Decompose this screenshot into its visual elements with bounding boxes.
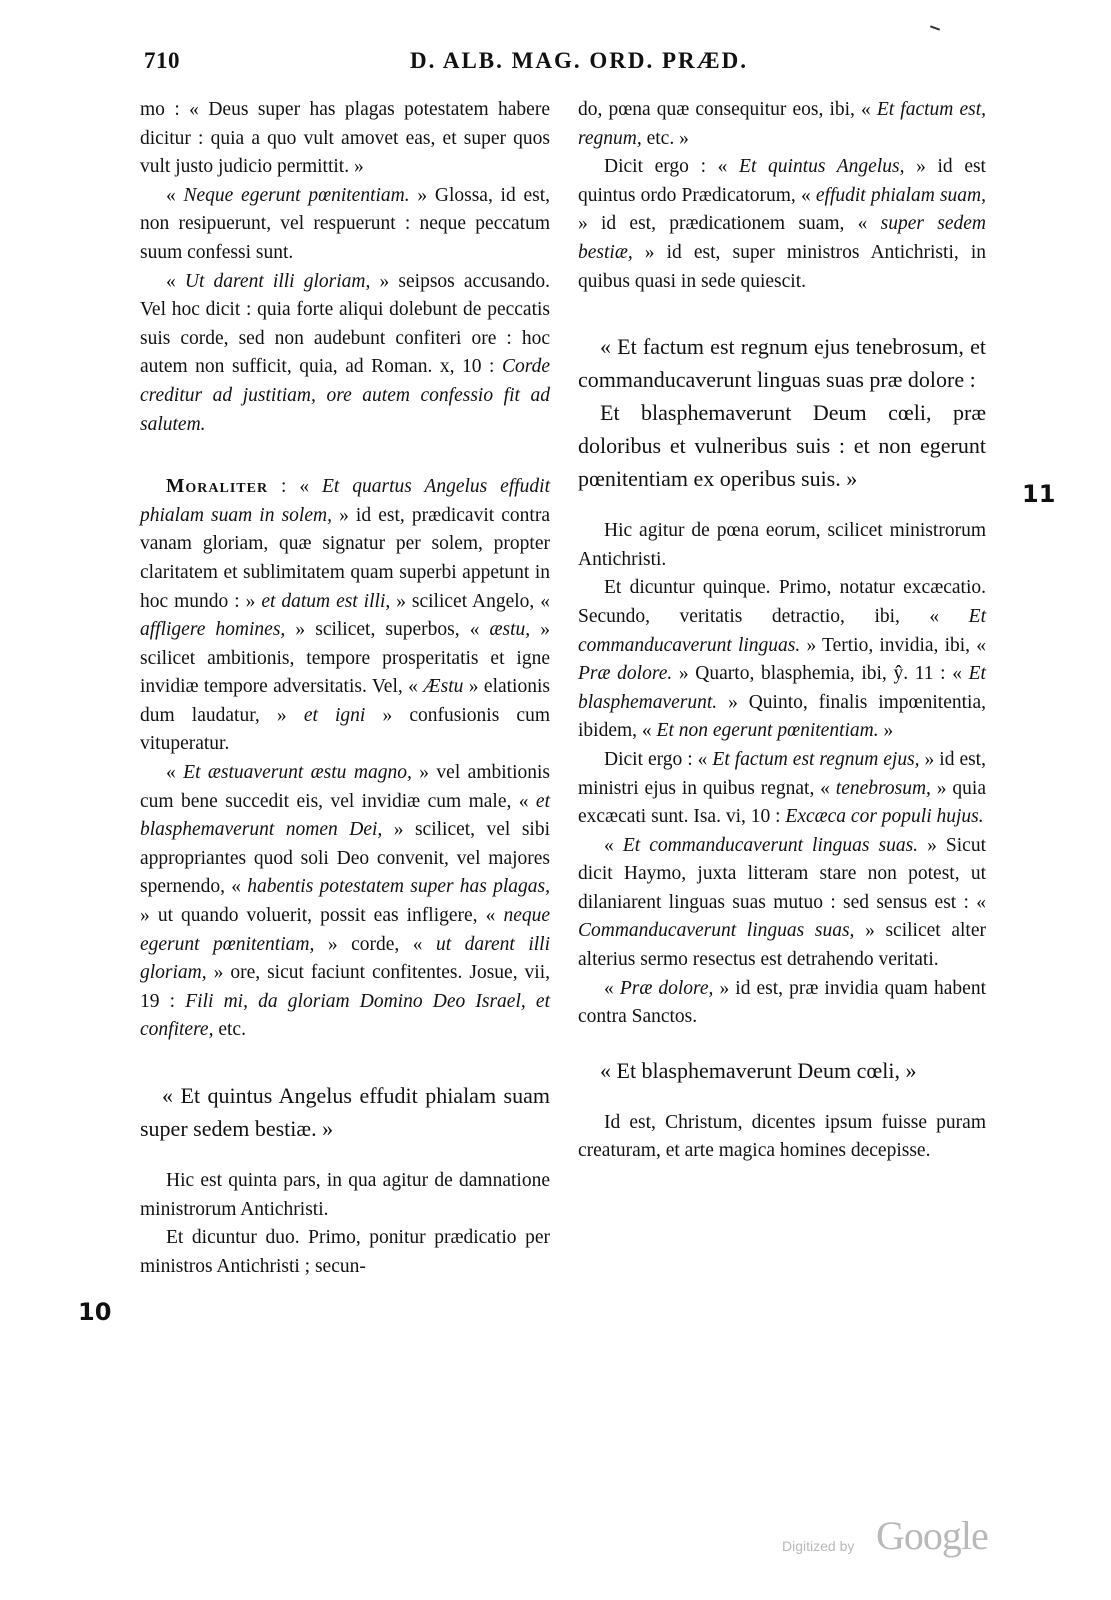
- italic-quote: Æstu: [423, 676, 464, 698]
- text-run: » id est, præ invidia quam habent contra Sanctos.: [578, 977, 986, 1028]
- text-run: etc.: [213, 1019, 246, 1041]
- text-run: » corde, «: [314, 933, 436, 955]
- italic-quote: et igni: [303, 704, 366, 726]
- commentary-paragraph: [140, 182, 550, 268]
- commentary-paragraph: [140, 473, 550, 759]
- text-run: » confusionis cum vituperatur.: [140, 704, 550, 755]
- text-run: «: [166, 270, 185, 292]
- scripture-verse: « Et quintus Angelus effudit phialam suam super sedem bestiæ. »: [140, 1083, 550, 1141]
- text-run: Dicit ergo : «: [604, 748, 713, 770]
- italic-quote: Et factum est, regnum,: [578, 99, 986, 149]
- text-run: «: [166, 184, 184, 206]
- italic-quote: super sedem bestiæ,: [578, 213, 986, 263]
- margin-verse-number-left: 10: [78, 1298, 112, 1326]
- spacer: [140, 1045, 550, 1079]
- page-header: [140, 48, 980, 82]
- scripture-verse: « Et blasphemaverunt Deum cœli, »: [600, 1057, 917, 1083]
- text-run: » ut quando voluerit, possit eas infligere, «: [140, 905, 504, 927]
- italic-quote: Excæca cor populi hujus.: [785, 806, 984, 828]
- right-column: [578, 96, 986, 1166]
- scripture-verse: « Et factum est regnum ejus tenebrosum, et commanducaverunt linguas suas præ dolore :: [578, 334, 986, 393]
- commentary-paragraph: Hic agitur de pœna eorum, scilicet ministrorum Antichristi.: [578, 520, 986, 570]
- text-run: » id est, ministri ejus in quibus regnat, «: [578, 748, 986, 799]
- google-logo: Google: [876, 1513, 988, 1558]
- text-run: do, pœna quæ consequitur eos, ibi, «: [578, 99, 877, 120]
- running-title: D. ALB. MAG. ORD. PRÆD.: [410, 48, 748, 73]
- italic-quote: affligere homines,: [140, 619, 286, 641]
- text-run: » scilicet alter alterius sermo resectus est detrahendo veritati.: [578, 920, 986, 971]
- italic-quote: tenebrosum,: [835, 777, 931, 799]
- italic-quote: Et commanducaverunt linguas.: [578, 605, 986, 656]
- text-run: » elationis dum laudatur, »: [140, 676, 550, 726]
- text-run: » seipsos accusando. Vel hoc dicit : quia forte aliqui dolebunt de peccatis suis corde, sed non audebunt confiteri ore : hoc autem non sufficit, quia, ad Roman. x, 10 :: [140, 270, 550, 378]
- italic-quote: et datum est illi,: [261, 590, 391, 612]
- text-run: «: [604, 834, 623, 856]
- spacer: [140, 439, 550, 473]
- spacer: [578, 495, 986, 517]
- commentary-paragraph: [578, 574, 986, 746]
- commentary-paragraph: Id est, Christum, dicentes ipsum fuisse puram creaturam, et arte magica homines decepisse.: [578, 1111, 986, 1162]
- text-run: » id est, prædicavit contra vanam gloriam, quæ signatur per solem, propter claritatem et sublimitatem quam superbi appetunt in hoc mundo : »: [140, 504, 550, 612]
- text-run: «: [604, 977, 620, 999]
- italic-quote: Commanducaverunt linguas suas,: [578, 920, 855, 942]
- text-run: » id est quintus ordo Prædicatorum, «: [578, 156, 986, 206]
- italic-quote: æstu,: [489, 619, 531, 641]
- text-run: » Quarto, blasphemia, ibi, ŷ. 11 : «: [672, 663, 969, 685]
- italic-quote: Et commanducaverunt linguas suas.: [622, 834, 919, 856]
- italic-quote: neque egerunt pœnitentiam,: [140, 905, 550, 955]
- scripture-verse: Et blasphemaverunt Deum cœli, præ doloribus et vulneribus suis : et non egerunt pœnitentiam ex operibus suis. »: [578, 400, 986, 492]
- section-label: Moraliter: [166, 476, 269, 498]
- text-run: » quia excæcati sunt. Isa. vi, 10 :: [578, 777, 986, 828]
- italic-quote: effudit phialam suam,: [815, 184, 986, 206]
- spacer: [578, 1087, 986, 1109]
- digitized-stamp: [782, 1512, 1002, 1562]
- italic-quote: Et blasphemaverunt.: [578, 663, 986, 713]
- spacer: [578, 296, 986, 330]
- italic-quote: Corde creditur ad justitiam, ore autem confessio fit ad salutem.: [140, 356, 550, 435]
- italic-quote: Et quintus Angelus,: [739, 156, 905, 178]
- page-number: 710: [144, 48, 180, 73]
- italic-quote: Et quartus Angelus effudit phialam suam in solem,: [140, 476, 550, 526]
- spacer: [578, 1032, 986, 1054]
- text-run: » scilicet, vel sibi appropriantes quod soli Deo convenit, vel majores spernendo, «: [140, 819, 550, 898]
- italic-quote: Præ dolore,: [619, 977, 714, 999]
- italic-quote: Et non egerunt pœnitentiam.: [656, 720, 879, 742]
- italic-quote: et blasphemaverunt nomen Dei,: [140, 790, 550, 841]
- commentary-paragraph: [578, 975, 986, 1032]
- text-run: » Sicut dicit Haymo, juxta litteram stare non potest, ut dilaniarent linguas suas mutuo : sed sensus est : «: [578, 834, 986, 913]
- scan-mark: [930, 25, 940, 30]
- italic-quote: Ut darent illi gloriam,: [184, 270, 371, 292]
- left-column: [140, 96, 550, 1281]
- italic-quote: Et æstuaverunt æstu magno,: [183, 762, 412, 784]
- commentary-paragraph: [578, 96, 986, 153]
- text-run: » vel ambitionis cum bene succedit eis, vel invidiæ cum male, «: [140, 762, 550, 812]
- stamp-small-text: Digitized by: [782, 1538, 855, 1554]
- text-run: » Tertio, invidia, ibi, «: [800, 634, 986, 656]
- commentary-paragraph: mo : « Deus super has plagas potestatem habere dicitur : quia a quo vult amovet eas, et super quos vult justo judicio permittit. »: [140, 99, 550, 178]
- italic-quote: habentis potestatem super has plagas,: [247, 876, 550, 898]
- italic-quote: Præ dolore.: [578, 663, 673, 685]
- italic-quote: Neque egerunt pœnitentiam.: [183, 184, 410, 206]
- commentary-paragraph: [578, 746, 986, 832]
- italic-quote: Fili mi, da gloriam Domino Deo Israel, et confitere,: [140, 990, 551, 1041]
- text-run: » ore, sicut faciunt confitentes. Josue, vii, 19 :: [140, 962, 550, 1012]
- text-run: Dicit ergo : «: [604, 156, 740, 178]
- text-run: » scilicet Angelo, «: [390, 590, 550, 612]
- text-run: » id est, super ministros Antichristi, in quibus quasi in sede quiescit.: [578, 241, 986, 292]
- text-run: »: [878, 720, 894, 742]
- commentary-paragraph: Hic est quinta pars, in qua agitur de damnatione ministrorum Antichristi.: [140, 1170, 550, 1220]
- text-run: Et dicuntur quinque. Primo, notatur excæcatio. Secundo, veritatis detractio, ibi, «: [578, 577, 986, 627]
- commentary-paragraph: [140, 268, 550, 440]
- text-run: » id est, prædicationem suam, «: [578, 213, 881, 235]
- italic-quote: Et factum est regnum ejus,: [712, 748, 920, 770]
- text-run: «: [166, 762, 184, 784]
- text-run: » scilicet ambitionis, tempore prosperitatis et igne invidiæ tempore adversitatis. Vel, «: [140, 619, 551, 698]
- commentary-paragraph: [578, 153, 986, 296]
- italic-quote: ut darent illi gloriam,: [140, 933, 551, 984]
- commentary-paragraph: [578, 832, 986, 975]
- commentary-paragraph: [140, 759, 550, 1045]
- commentary-paragraph: Et dicuntur duo. Primo, ponitur prædicatio per ministros Antichristi ; secun-: [140, 1227, 550, 1277]
- spacer: [140, 1145, 550, 1167]
- margin-verse-number-right: 11: [1022, 480, 1056, 508]
- text-run: : «: [268, 476, 323, 498]
- text-run: etc. »: [641, 127, 689, 149]
- text-run: » Glossa, id est, non resipuerunt, vel respuerunt : neque peccatum suum confessi sunt.: [140, 184, 550, 263]
- text-run: » Quinto, finalis impœnitentia, ibidem, «: [578, 691, 986, 742]
- text-run: » scilicet, superbos, «: [285, 619, 490, 641]
